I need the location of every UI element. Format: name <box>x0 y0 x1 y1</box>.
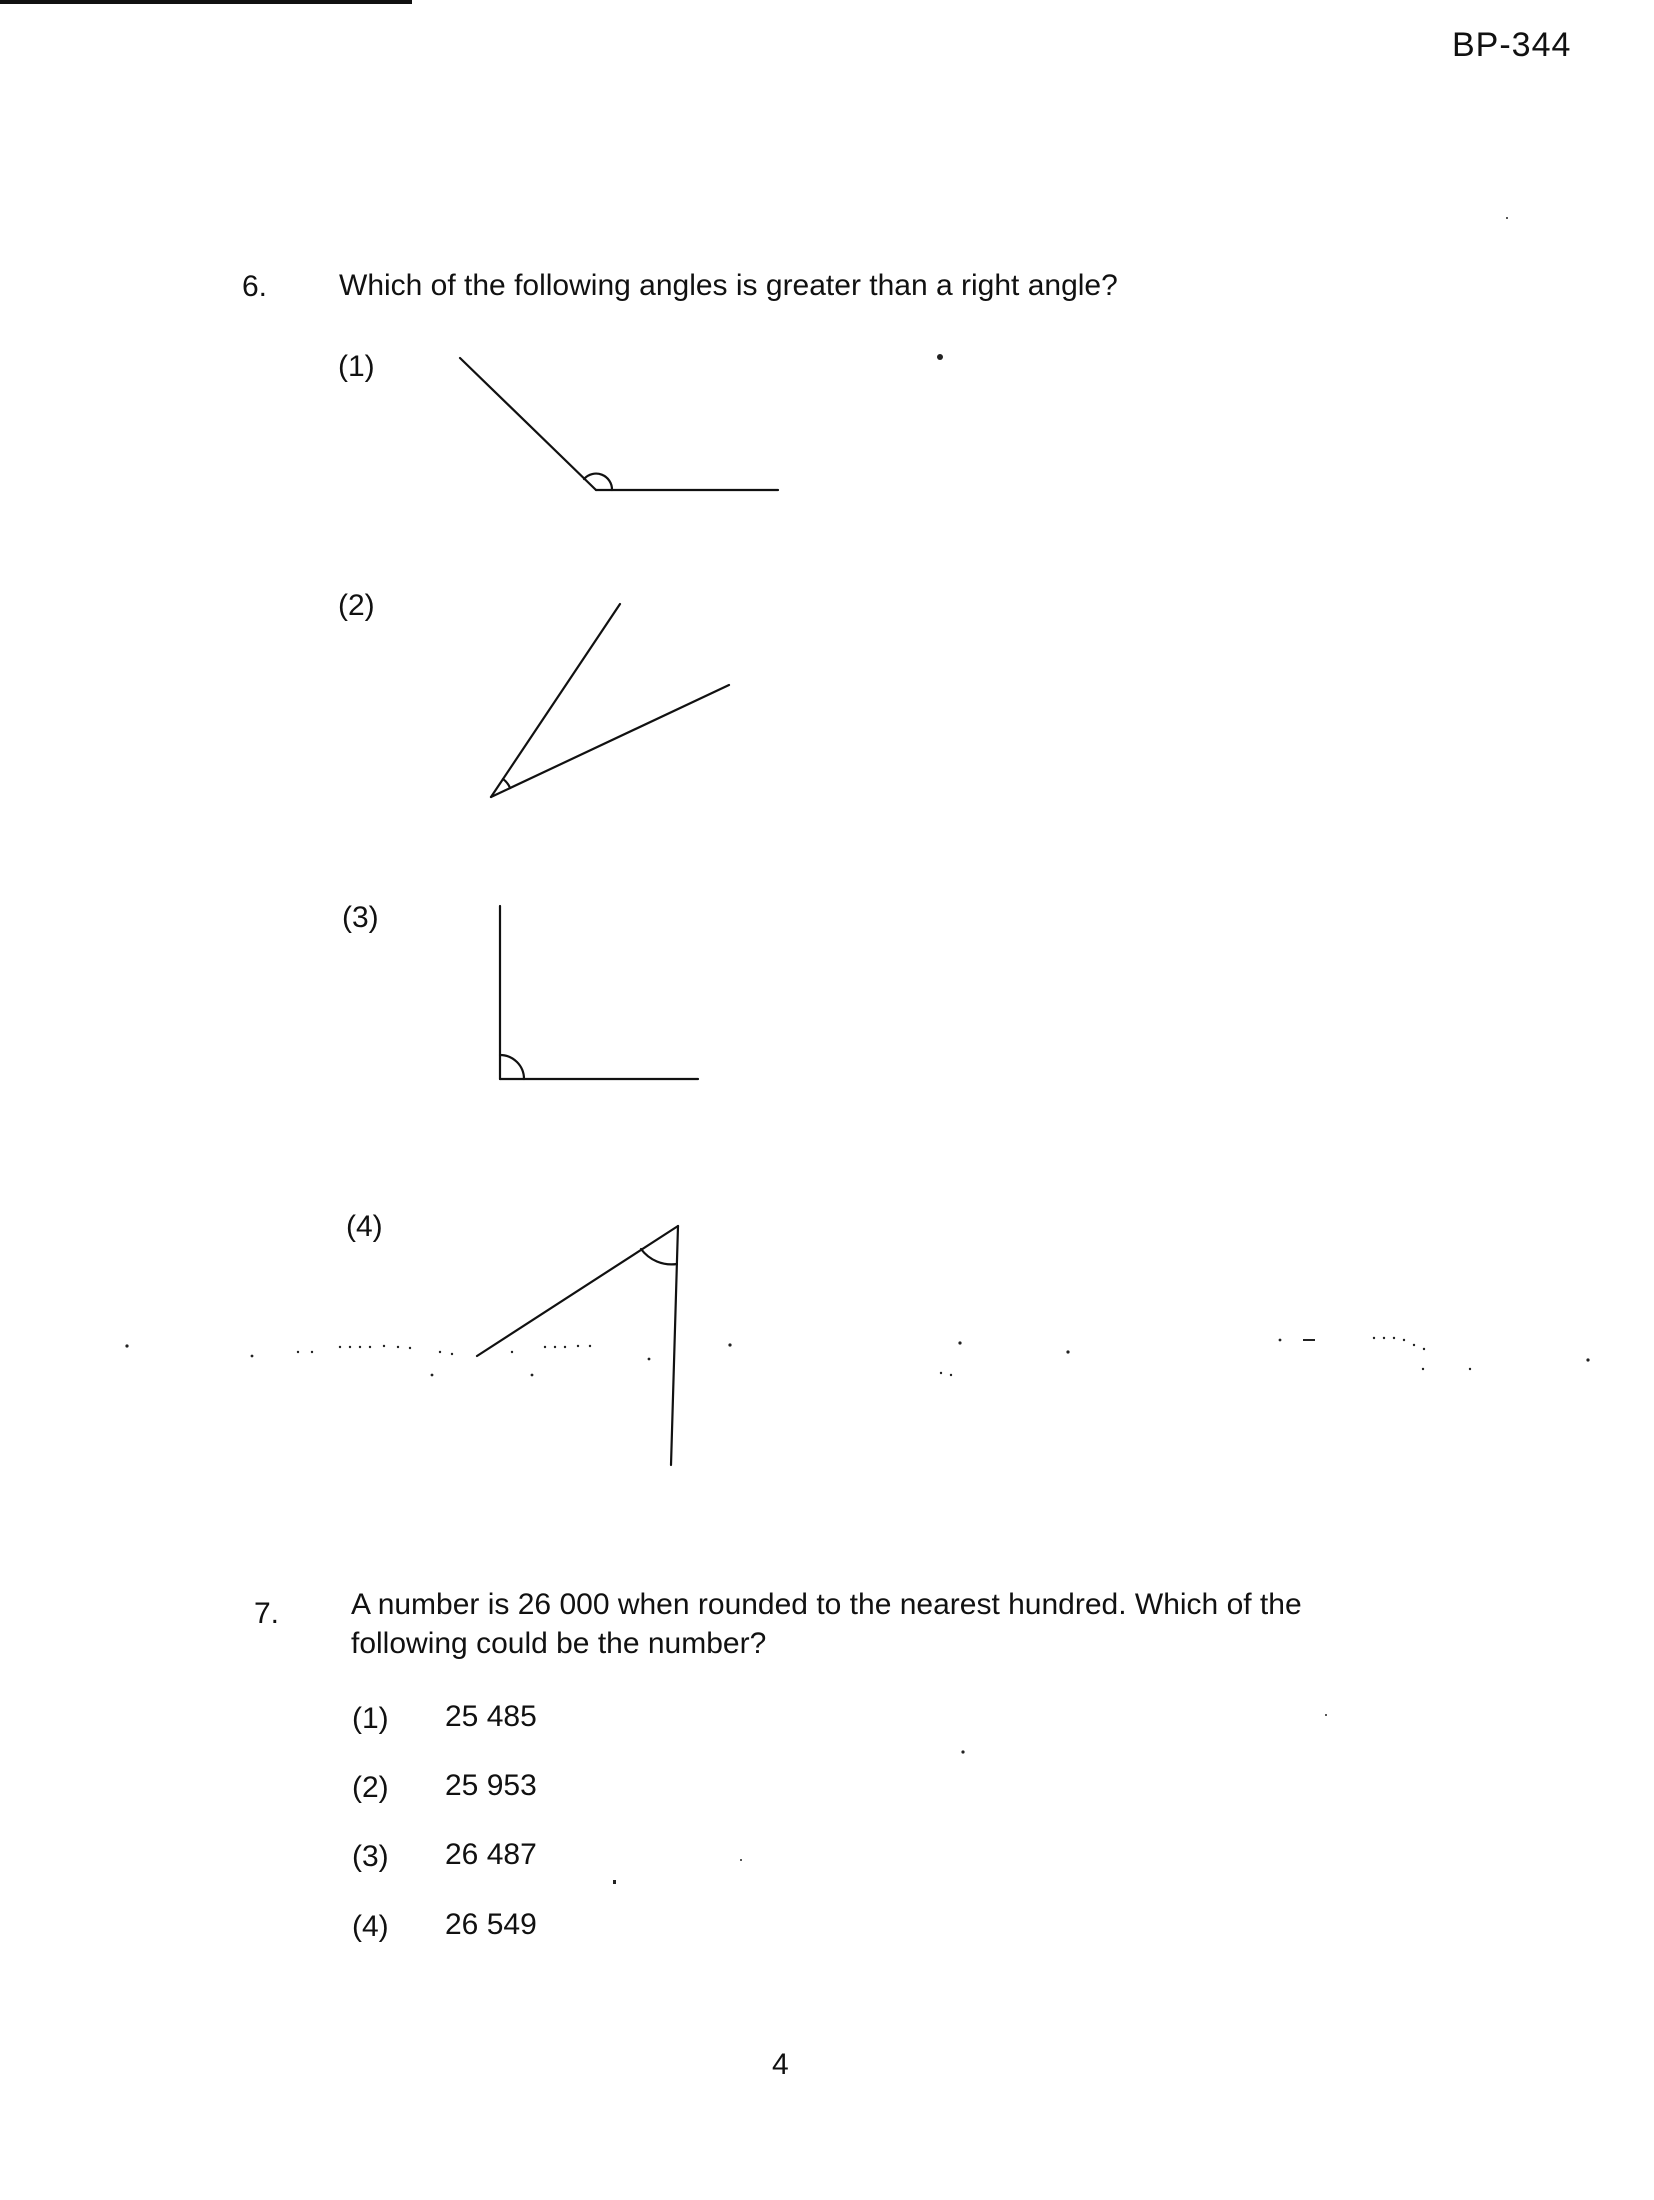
q7-option-3-value: 26 487 <box>445 1838 537 1871</box>
page-number: 4 <box>772 2048 789 2081</box>
question-7-number: 7. <box>254 1597 280 1630</box>
q6-option-2-label: (2) <box>338 589 375 622</box>
question-6-text: Which of the following angles is greater than a right angle? <box>339 269 1118 302</box>
question-7-text-line1: A number is 26 000 when rounded to the nearest hundred. Which of the <box>351 1588 1302 1621</box>
q7-option-1-value: 25 485 <box>445 1700 537 1733</box>
right-angle-figure <box>500 906 698 1079</box>
q7-option-2-label: (2) <box>352 1771 389 1804</box>
q7-option-4-value: 26 549 <box>445 1908 537 1941</box>
question-6-number: 6. <box>242 270 268 303</box>
q6-option-4-label: (4) <box>346 1210 383 1243</box>
question-7-text-line2: following could be the number? <box>351 1627 767 1660</box>
obtuse-angle-figure <box>460 358 778 490</box>
acute-angle-figure-2 <box>491 604 729 797</box>
document-code: BP-344 <box>1452 26 1572 64</box>
q6-option-1-label: (1) <box>338 350 375 383</box>
q7-option-3-label: (3) <box>352 1840 389 1873</box>
q7-option-1-label: (1) <box>352 1702 389 1735</box>
q6-option-3-label: (3) <box>342 901 379 934</box>
q7-option-2-value: 25 953 <box>445 1769 537 1802</box>
scan-noise <box>125 217 1589 1884</box>
q7-option-4-label: (4) <box>352 1910 389 1943</box>
